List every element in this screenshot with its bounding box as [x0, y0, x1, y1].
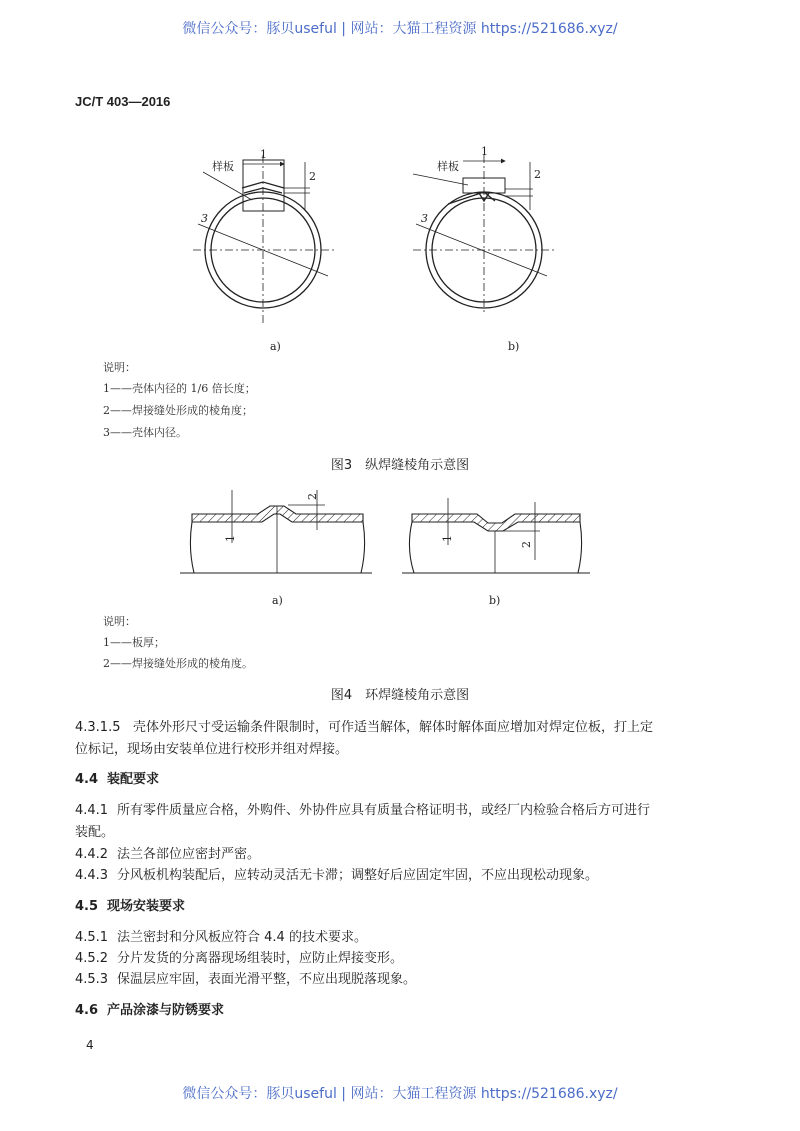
- fig4a-dim1: 1: [224, 535, 237, 542]
- figure4-b-diagram: [402, 498, 590, 573]
- section-4-4-1: 4.4.1 所有零件质量应合格，外购件、外协件应具有质量合格证明书，或经厂内检验合格后方可进行: [75, 803, 651, 818]
- heading-4-6: 4.6 产品涂漆与防锈要求: [75, 1003, 225, 1018]
- template-label-b: 样板: [437, 160, 459, 173]
- fig4b-dim2: 2: [520, 541, 533, 548]
- section-4-5-2: 4.5.2 分片发货的分离器现场组装时，应防止焊接变形。: [75, 951, 404, 966]
- section-4-4-1-cont: 装配。: [75, 825, 115, 840]
- section-4-4-2: 4.4.2 法兰各部位应密封严密。: [75, 847, 261, 862]
- fig3-legend-item: 3——壳体内径。: [103, 426, 187, 439]
- figure4-caption: 图4 环焊缝棱角示意图: [330, 688, 470, 703]
- dim2-label-a: 2: [309, 170, 316, 183]
- heading-4-5: 4.5 现场安装要求: [75, 899, 186, 914]
- section-4-5-3: 4.5.3 保温层应牢固，表面光滑平整，不应出现脱落现象。: [75, 972, 417, 987]
- dim2-label-b: 2: [534, 168, 541, 181]
- template-label-a: 样板: [212, 160, 234, 173]
- fig3-legend-item: 1——壳体内径的 1/6 倍长度；: [103, 382, 256, 395]
- fig4-legend-item: 2——焊接缝处形成的棱角度。: [103, 657, 253, 670]
- sub-b-fig3: b): [508, 340, 520, 353]
- figure3-caption: 图3 纵焊缝棱角示意图: [330, 458, 470, 473]
- fig4-legend-title: 说明：: [103, 615, 136, 628]
- fig3-legend-title: 说明：: [103, 361, 136, 374]
- section-4-5-1: 4.5.1 法兰密封和分风板应符合 4.4 的技术要求。: [75, 930, 367, 945]
- fig4a-dim2: 2: [306, 493, 319, 500]
- standard-number: JC/T 403—2016: [75, 94, 171, 109]
- heading-4-4: 4.4 装配要求: [75, 772, 160, 787]
- sub-a-fig3: a): [270, 340, 281, 353]
- sub-a-fig4: a): [272, 594, 283, 607]
- fig3-legend-item: 2——焊接缝处形成的棱角度；: [103, 404, 253, 417]
- dim1-label-a: 1: [260, 148, 267, 161]
- watermark-top: 微信公众号：豚贝useful | 网站：大猫工程资源 https://521686.xyz/: [182, 21, 618, 37]
- sub-b-fig4: b): [489, 594, 501, 607]
- dim1-label-b: 1: [481, 145, 488, 158]
- page-number: 4: [86, 1038, 94, 1052]
- section-4-4-3: 4.4.3 分风板机构装配后，应转动灵活无卡滞；调整好后应固定牢固，不应出现松动现象。: [75, 868, 599, 883]
- section-4-3-1-5-cont: 位标记，现场由安装单位进行校形并组对焊接。: [75, 742, 349, 757]
- watermark-bottom: 微信公众号：豚贝useful | 网站：大猫工程资源 https://521686.xyz/: [182, 1086, 618, 1102]
- fig4-legend-item: 1——板厚；: [103, 636, 165, 649]
- fig4b-dim1: 1: [441, 535, 454, 542]
- figure4-a-diagram: [180, 490, 372, 573]
- dim3-label-a: 3: [201, 212, 208, 225]
- section-4-3-1-5: 4.3.1.5 壳体外形尺寸受运输条件限制时，可作适当解体，解体时解体面应增加对焊定位板，打上定: [75, 720, 654, 735]
- dim3-label-b: 3: [421, 212, 428, 225]
